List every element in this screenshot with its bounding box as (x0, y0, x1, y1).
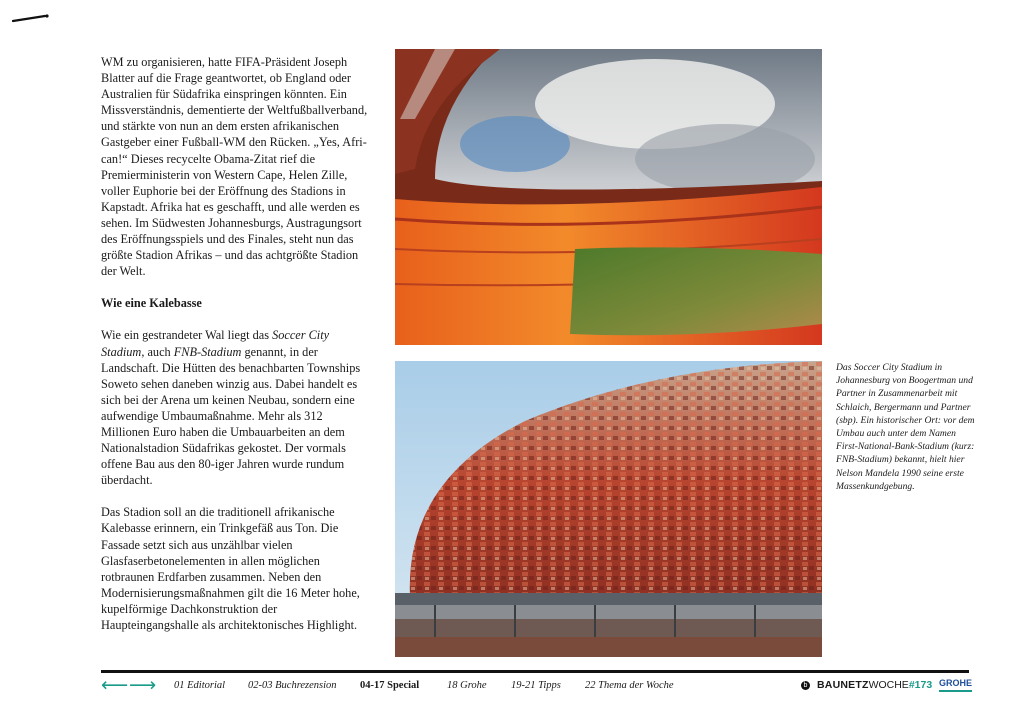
article-paragraph-2 (101, 327, 373, 488)
paragraph-2-text-b: , auch (141, 344, 174, 359)
stadium-interior-photo (395, 49, 822, 345)
stadium-facade-photo (395, 361, 822, 657)
footer-navigation (101, 674, 973, 696)
issue-number: #173 (908, 679, 933, 691)
baunetz-logo-icon: b (801, 681, 810, 690)
photo-caption: Das Soccer City Stadium in Johannesburg von Boogertman und Partner in Zusammenarbeit mit Schlaich, Bergermann und Partner (sbp). Ein historischer Ort: vor dem Umbau auch unter dem Namen First-National-Bank-Stadium (kurz: FNB-Stadium) bekannt, hielt hier Nelson Mandela 1990 seine erste Massenkundgebung. (836, 362, 975, 492)
article-subheading: Wie eine Kalebasse (101, 296, 202, 311)
footer-divider (101, 670, 969, 673)
baunetzwoche-brand[interactable] (801, 679, 932, 691)
stadium-name-emphasis: Soccer City Stadium (101, 328, 330, 359)
paragraph-2-text-a: Wie ein gestrandeter Wal liegt das (101, 328, 273, 343)
arrow-right-icon[interactable]: ⟶ (129, 674, 157, 696)
nav-link-special[interactable]: 04-17 Special (360, 680, 420, 691)
nav-link-tipps[interactable]: 19-21 Tipps (511, 680, 561, 691)
brand-name-bold: BAUNETZ (817, 679, 869, 691)
fnb-name-emphasis: FNB-Stadium (173, 344, 242, 359)
grohe-sponsor-logo[interactable]: GROHE (939, 678, 972, 692)
article-paragraph-3: Das Stadion soll an die traditionell afrikanische Kalebasse erinnern, ein Trinkgefäß aus Ton. Die Fassade setzt sich aus unzählbar vielen Glasfaserbetonelementen in allen möglichen rotbraunen Erdfarben zusammen. Neben den Modernisierungsmaßnahmen gilt die 16 Meter hohe, kupelförmige Dachkonstruktion der Haupteingangshalle als architektonisches Highlight. (101, 505, 360, 632)
article-paragraph-1: WM zu organisieren, hatte FIFA-Präsident Joseph Blatter auf die Frage geantwortet, ob England oder Australien für Südafrika einspringen könnten. Ein Missverständnis, dementierte der Weltfußballverband, und stärkte von nun an dem ersten afrikanischen Gastgeber einer Fußball-WM den Rücken. „Yes, Afri-can!“ Dieses recycelte Obama-Zitat rief die Premierministerin von Western Cape, Helen Zille, voller Euphorie bei der Eröffnung des Stadions in Kapstadt. Afrika hat es geschafft, und alle werden es sehen. Im Südwesten Johannesburgs, Austragungsort des Eröffnungsspiels und des Finales, steht nun das größte Stadion Afrikas – und das achtgrößte Stadion der Welt. (101, 55, 368, 279)
nav-link-editorial[interactable]: 01 Editorial (174, 680, 226, 691)
nav-link-thema-der-woche[interactable]: 22 Thema der Woche (585, 680, 674, 691)
nav-link-grohe[interactable]: 18 Grohe (447, 680, 487, 691)
brand-name-rest: WOCHE (868, 679, 909, 691)
nav-link-buchrezension[interactable]: 02-03 Buchrezension (248, 680, 337, 691)
arrow-left-icon[interactable]: ⟵ (101, 674, 129, 696)
article-text-column (101, 54, 373, 649)
corner-pen-mark (12, 13, 50, 23)
paragraph-2-text-c: genannt, in der Landschaft. Die Hütten des benachbarten Townships Soweto sehen daneben winzig aus. Dabei handelt es sich bei der Arena um keinen Neubau, sondern eine aufwendige Umbaumaßnahme. Mehr als 312 Millionen Euro haben die Umbauarbeiten an dem Nationalstadion Südafrikas gekostet. Der vormals offene Bau aus den 80-iger Jahren wurde rundum überdacht. (101, 344, 361, 488)
